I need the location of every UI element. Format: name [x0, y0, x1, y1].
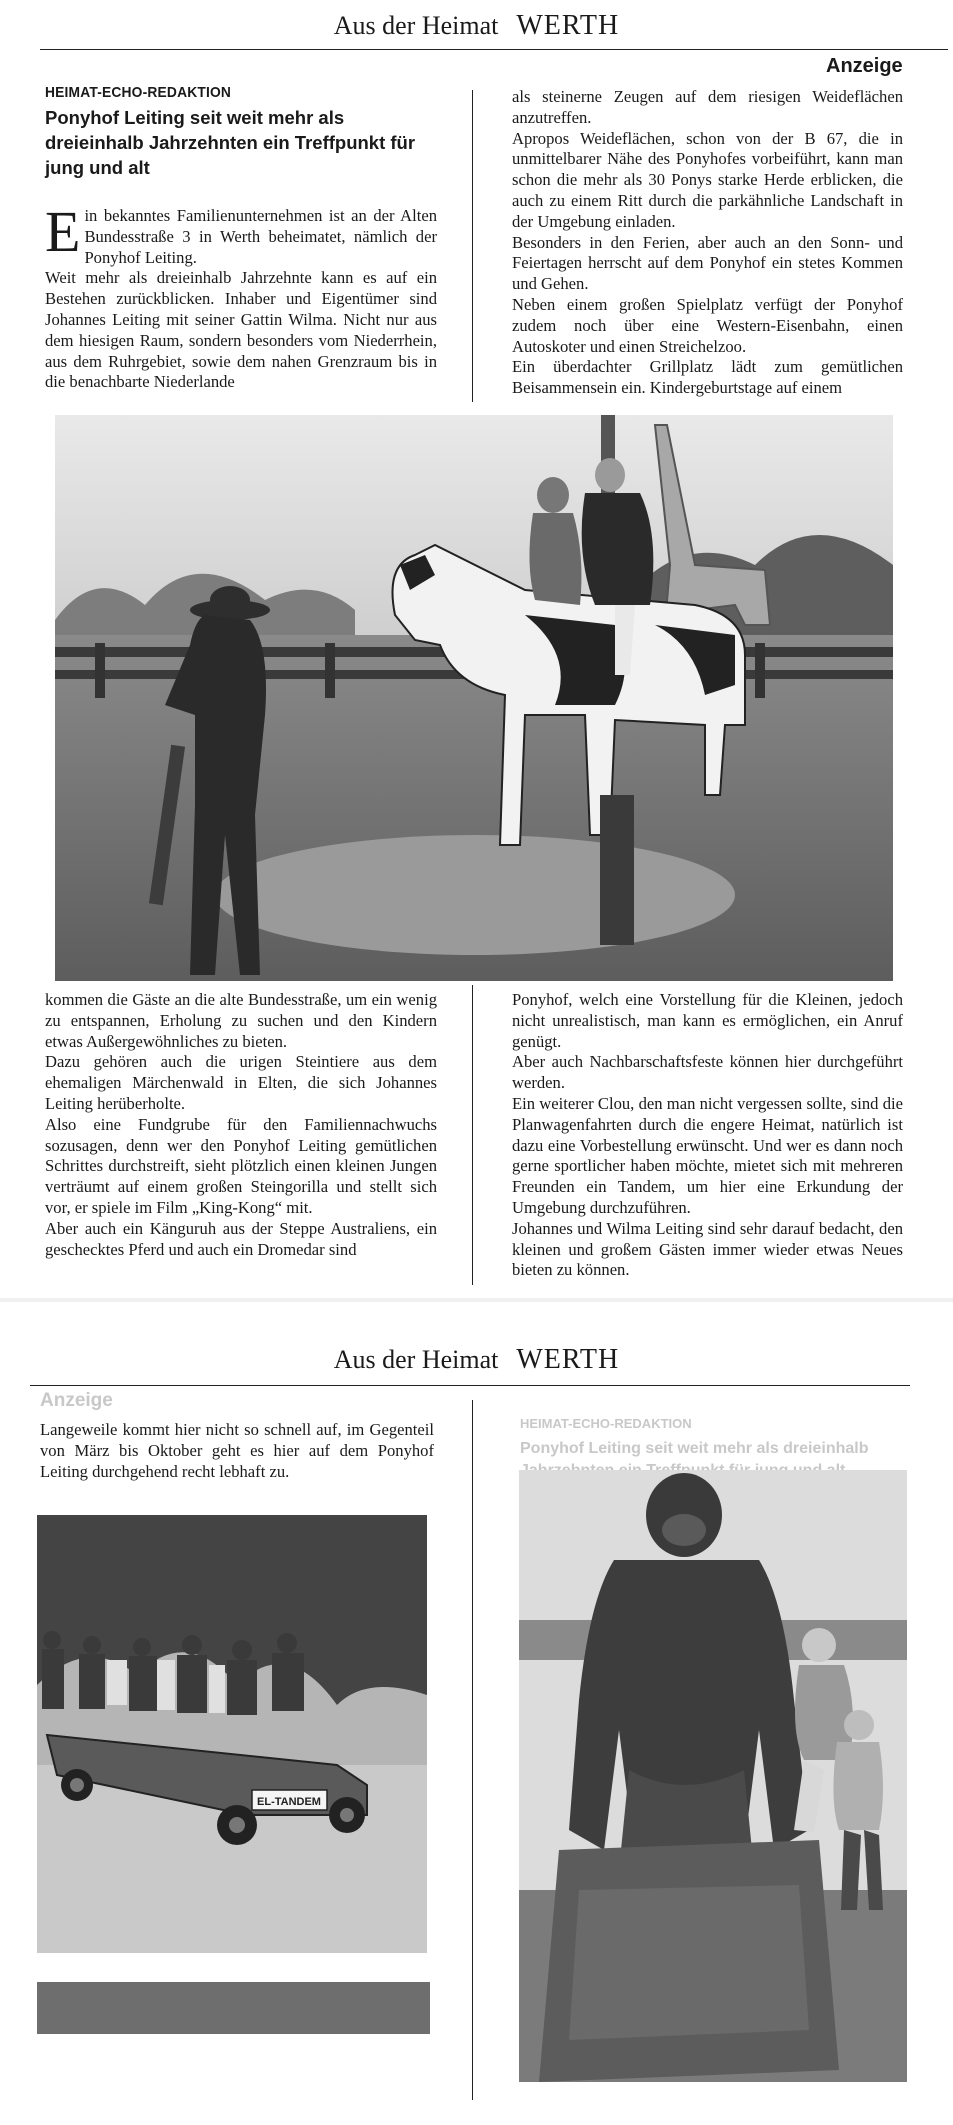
page1-header-place: WERTH	[516, 10, 620, 41]
paragraph: Besonders in den Ferien, aber auch an den Sonn- und Feiertagen herrscht auf dem Ponyhof ein stetes Kommen und Gehen.	[512, 232, 903, 294]
paragraph: als steinerne Zeugen auf dem riesigen Weideflächen anzutreffen.	[512, 87, 903, 127]
article-kicker: HEIMAT-ECHO-REDAKTION	[45, 84, 232, 101]
ad-label: Anzeige	[826, 55, 903, 77]
paragraph: Ein weiterer Clou, den man nicht vergessen sollte, sind die Planwagenfahrten durch die engere Heimat, natürlich ist dazu eine Vorbestellung erwünscht. Und wer es dann noch gerne sportlicher haben möchte, mietet sich mit mehreren Freunden ein Tandem, um hier eine Erkundung der Umgebung durchzuführen.	[512, 1093, 903, 1217]
page2-intro-text: Langeweile kommt hier nicht so schnell auf, im Gegenteil von März bis Oktober geht es hier auf dem Ponyhof Leiting durchgehend recht lebhaft zu.	[40, 1420, 434, 1481]
page2-column-divider	[472, 1400, 473, 2100]
paragraph: Ein überdachter Grillplatz lädt zum gemütlichen Beisammensein ein. Kindergeburtstage auf einem	[512, 357, 903, 398]
dropcap: E	[45, 199, 81, 264]
photo-gorilla-statue	[519, 1470, 907, 2082]
page-separator	[0, 1298, 953, 1302]
page2-header	[0, 1344, 953, 1376]
page1-header-rule	[40, 49, 948, 50]
paragraph: Ponyhof, welch eine Vorstellung für die Kleinen, jedoch nicht unrealistisch, man kann es ermöglichen, ein Anruf genügt.	[512, 990, 903, 1051]
article-headline: Ponyhof Leiting seit weit mehr als dreieinhalb Jahrzehnten ein Treffpunkt für jung und alt	[45, 107, 416, 178]
column-right-bottom	[512, 990, 903, 1281]
photo-tandem	[37, 1515, 427, 1953]
paragraph: Dazu gehören auch die urigen Steintiere aus dem ehemaligen Märchenwald in Elten, die sich Johannes Leiting herüberholte.	[45, 1052, 437, 1113]
paragraph: Aber auch Nachbarschaftsfeste können hier durchgeführt werden.	[512, 1052, 903, 1093]
column-divider-bottom	[472, 985, 473, 1285]
page2-header-place: WERTH	[516, 1344, 620, 1375]
paragraph: Neben einem großen Spielplatz verfügt der Ponyhof zudem noch über eine Western-Eisenbahn, einen Autoskoter und einen Streichelzoo.	[512, 294, 903, 356]
paragraph: Aber auch ein Känguruh aus der Steppe Australiens, ein geschecktes Pferd und auch ein Dromedar sind	[45, 1218, 437, 1259]
column-left-bottom	[45, 990, 437, 1260]
paragraph: Johannes und Wilma Leiting sind sehr darauf bedacht, den kleinen und großem Gästen immer wieder etwas Neues bieten zu können.	[512, 1218, 903, 1280]
bleed-through-headline: Ponyhof Leiting seit weit mehr als dreieinhalb	[520, 1440, 869, 1457]
bleed-through-ad-label: Anzeige	[40, 1390, 113, 1411]
paragraph: Weit mehr als dreieinhalb Jahrzehnte kann es auf ein Bestehen zurückblicken. Inhaber und Eigentümer sind Johannes Leiting mit seiner Gattin Wilma. Nicht nur aus dem hiesigen Raum, sondern besonders vom Niederrhein, aus dem Ruhrgebiet, sowie dem nahen Grenzraum bis in die benachbarte Niederlande	[45, 268, 437, 392]
column-right-top	[512, 87, 903, 399]
tandem-license-plate: EL-TANDEM	[257, 1796, 321, 1808]
page1-header	[0, 10, 953, 42]
column-left-top	[45, 199, 437, 393]
paragraph: Ein bekanntes Familienunternehmen ist an der Alten Bundesstraße 3 in Werth beheimatet, nämlich der Ponyhof Leiting.	[45, 199, 437, 267]
photo-pony-statue	[55, 415, 893, 981]
photo-caption-placeholder-bar	[37, 1982, 430, 2034]
paragraph: kommen die Gäste an die alte Bundesstraße, um ein wenig zu entspannen, Erholung zu suchen und den Kindern etwas Außergewöhnliches zu bieten.	[45, 990, 437, 1051]
bleed-through-kicker: HEIMAT-ECHO-REDAKTION	[520, 1416, 692, 1431]
paragraph: Apropos Weideflächen, schon von der B 67, die in unmittelbarer Nähe des Ponyhofes vorbeiführt, kann man schon die mehr als 30 Ponys starke Herde erblicken, die auch zu einem Ritt durch die parkähnliche Landschaft in der Umgebung einladen.	[512, 128, 903, 231]
paragraph: Also eine Fundgrube für den Familiennachwuchs sozusagen, denn wer den Ponyhof Leiting gemütlichen Schrittes durchstreift, sieht plötzlich einen kleinen Jungen verträumt auf einem großen Steingorilla und stellt sich vor, er spiele im Film „King-Kong“ mit.	[45, 1114, 437, 1217]
page2-header-prefix: Aus der Heimat	[333, 1345, 499, 1374]
page1-header-prefix: Aus der Heimat	[333, 11, 499, 40]
column-divider-top	[472, 90, 473, 402]
page2-header-rule	[30, 1385, 910, 1386]
